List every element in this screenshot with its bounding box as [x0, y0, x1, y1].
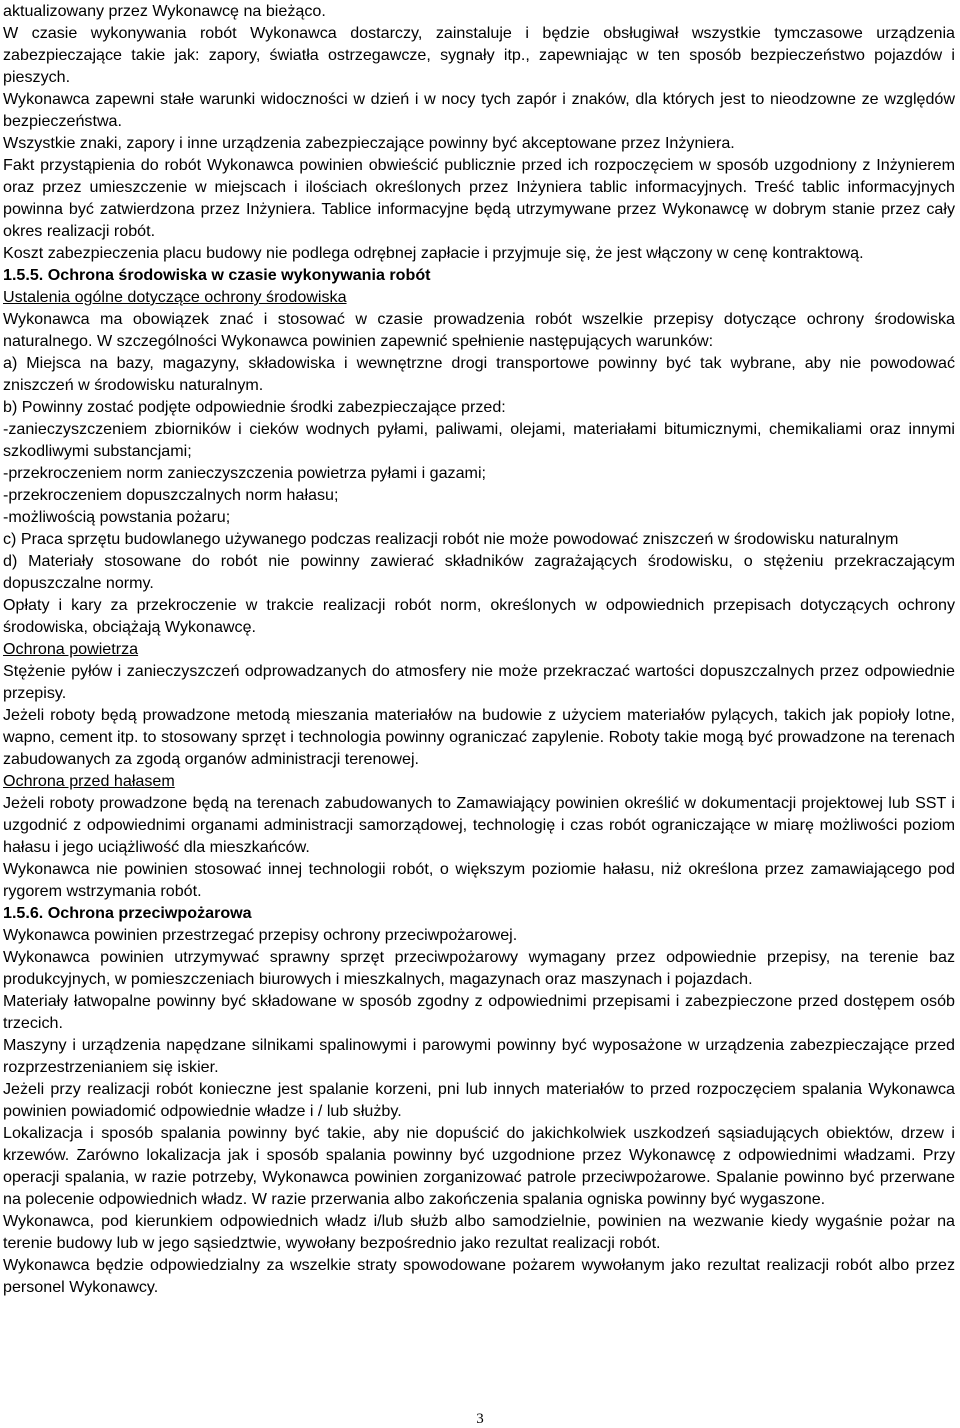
- list-subitem-water: -zanieczyszczeniem zbiorników i cieków wodnych pyłami, paliwami, olejami, materiałami bitumicznymi, chemikaliami oraz innymi szkodliwymi substancjami;: [3, 420, 955, 460]
- section-heading-fire-protection: 1.5.6. Ochrona przeciwpożarowa: [3, 904, 252, 922]
- list-subitem-air: -przekroczeniem norm zanieczyszczenia powietrza pyłami i gazami;: [3, 464, 486, 482]
- paragraph-info-boards: Fakt przystąpienia do robót Wykonawca powinien obwieścić publicznie przed ich rozpoczęciem w sposób uzgodniony z Inżynierem oraz przez umieszczenie w miejscach i ilościach określonych przez Inżyniera tablic informacyjnych. Treść tablic informacyjnych powinna być zatwierdzona przez Inżyniera. Tablice informacyjne będą utrzymywane przez Wykonawcę w dobrym stanie przez cały okres realizacji robót.: [3, 156, 955, 240]
- paragraph-dusty-materials: Jeżeli roboty będą prowadzone metodą mieszania materiałów na budowie z użyciem materiałów pylących, takich jak popioły lotne, wapno, cement itp. to stosowany sprzęt i technologia powinny ograniczać zapylenie. Roboty takie mogą być prowadzone na terenach zabudowanych za zgodą organów administracji terenowej.: [3, 706, 955, 768]
- paragraph-dust-concentration: Stężenie pyłów i zanieczyszczeń odprowadzanych do atmosfery nie może przekraczać wartości dopuszczalnych przez odpowiednie przepisy.: [3, 662, 955, 702]
- paragraph-fire-equipment: Wykonawca powinien utrzymywać sprawny sprzęt przeciwpożarowy wymagany przez odpowiednie przepisy, na terenie baz produkcyjnych, w pomieszczeniach biurowych i mieszkalnych, magazynach oraz maszynach i pojazdach.: [3, 948, 955, 988]
- paragraph-safety-devices: W czasie wykonywania robót Wykonawca dostarczy, zainstaluje i będzie obsługiwał wszystkie tymczasowe urządzenia zabezpieczające takie jak: zapory, światła ostrzegawcze, sygnały itp., zapewniając w ten sposób bezpieczeństwo pojazdów i pieszych.: [3, 24, 955, 86]
- list-subitem-fire: -możliwością powstania pożaru;: [3, 508, 231, 526]
- paragraph-flammable-materials: Materiały łatwopalne powinny być składowane w sposób zgodny z odpowiednimi przepisami i zabezpieczone przed dostępem osób trzecich.: [3, 992, 955, 1032]
- paragraph-noise-technology: Wykonawca nie powinien stosować innej technologii robót, o większym poziomie hałasu, niż określona przez zamawiającego pod rygorem wstrzymania robót.: [3, 860, 955, 900]
- paragraph-fire-regulations: Wykonawca powinien przestrzegać przepisy ochrony przeciwpożarowej.: [3, 926, 518, 944]
- paragraph-signs-acceptance: Wszystkie znaki, zapory i inne urządzenia zabezpieczające powinny być akceptowane przez Inżyniera.: [3, 134, 735, 152]
- paragraph-spark-arrestors: Maszyny i urządzenia napędzane silnikami spalinowymi i parowymi powinny być wyposażone w urządzenia zabezpieczające przed rozprzestrzenianiem się iskier.: [3, 1036, 955, 1076]
- paragraph-fire-liability: Wykonawca będzie odpowiedzialny za wszelkie straty spowodowane pożarem wywołanym jako rezultat realizacji robót albo przez personel Wykonawcy.: [3, 1256, 955, 1296]
- document-page: [3, 0, 955, 1298]
- paragraph-fees-penalties: Opłaty i kary za przekroczenie w trakcie realizacji robót norm, określonych w odpowiednich przepisach dotyczących ochrony środowiska, obciążają Wykonawcę.: [3, 596, 955, 636]
- paragraph-environment-duty: Wykonawca ma obowiązek znać i stosować w czasie prowadzenia robót wszelkie przepisy dotyczące ochrony środowiska naturalnego. W szczególności Wykonawca powinien zapewnić spełnienie następujących warunków:: [3, 310, 955, 350]
- paragraph-burning-location: Lokalizacja i sposób spalania powinny być takie, aby nie dopuścić do jakichkolwiek uszkodzeń sąsiadujących obiektów, drzew i krzewów. Zarówno lokalizacja jak i sposób spalania powinny być uzgodnione przez Wykonawcę z odpowiednimi władzami. Przy operacji spalania, w razie potrzeby, Wykonawca powinien zorganizować patrole przeciwpożarowe. Spalanie powinno być przerwane na polecenie odpowiednich władz. W razie przerwania albo zakończenia spalania ogniska powinny być wygaszone.: [3, 1124, 955, 1208]
- list-subitem-noise: -przekroczeniem dopuszczalnych norm hałasu;: [3, 486, 339, 504]
- subheading-air-protection: Ochrona powietrza: [3, 640, 139, 658]
- list-item-a: a) Miejsca na bazy, magazyny, składowiska i wewnętrzne drogi transportowe powinny być tak wybrane, aby nie powodować zniszczeń w środowisku naturalnym.: [3, 354, 955, 394]
- paragraph-visibility: Wykonawca zapewni stałe warunki widoczności w dzień i w nocy tych zapór i znaków, dla których jest to nieodzowne ze względów bezpieczeństwa.: [3, 90, 955, 130]
- section-heading-environment: 1.5.5. Ochrona środowiska w czasie wykonywania robót: [3, 266, 431, 284]
- paragraph-site-security-cost: Koszt zabezpieczenia placu budowy nie podlega odrębnej zapłacie i przyjmuje się, że jest włączony w cenę kontraktową.: [3, 244, 864, 262]
- page-number: 3: [476, 1411, 484, 1427]
- paragraph-burning-notice: Jeżeli przy realizacji robót konieczne jest spalanie korzeni, pni lub innych materiałów to przed rozpoczęciem spalania Wykonawca powinien powiadomić odpowiednie władze i / lub służby.: [3, 1080, 955, 1120]
- subheading-general-environment: Ustalenia ogólne dotyczące ochrony środowiska: [3, 288, 347, 306]
- list-item-b: b) Powinny zostać podjęte odpowiednie środki zabezpieczające przed:: [3, 398, 506, 416]
- subheading-noise-protection: Ochrona przed hałasem: [3, 772, 175, 790]
- list-item-c: c) Praca sprzętu budowlanego używanego podczas realizacji robót nie może powodować zniszczeń w środowisku naturalnym: [3, 530, 899, 548]
- list-item-d: d) Materiały stosowane do robót nie powinny zawierać składników zagrażających środowisku, o stężeniu przekraczającym dopuszczalne normy.: [3, 552, 955, 592]
- paragraph-extinguish-fire: Wykonawca, pod kierunkiem odpowiednich władz i/lub służb albo samodzielnie, powinien na wezwanie kiedy wygaśnie pożar na terenie budowy lub w jego sąsiedztwie, wywołany bezpośrednio jako rezultat realizacji robót.: [3, 1212, 955, 1252]
- paragraph-noise-documentation: Jeżeli roboty prowadzone będą na terenach zabudowanych to Zamawiający powinien określić w dokumentacji projektowej lub SST i uzgodnić z odpowiednimi organami administracji samorządowej, technologię i czas robót ograniczające w miarę możliwości poziom hałasu i jego uciążliwość dla mieszkańców.: [3, 794, 955, 856]
- paragraph-intro-continuation: aktualizowany przez Wykonawcę na bieżąco.: [3, 2, 326, 20]
